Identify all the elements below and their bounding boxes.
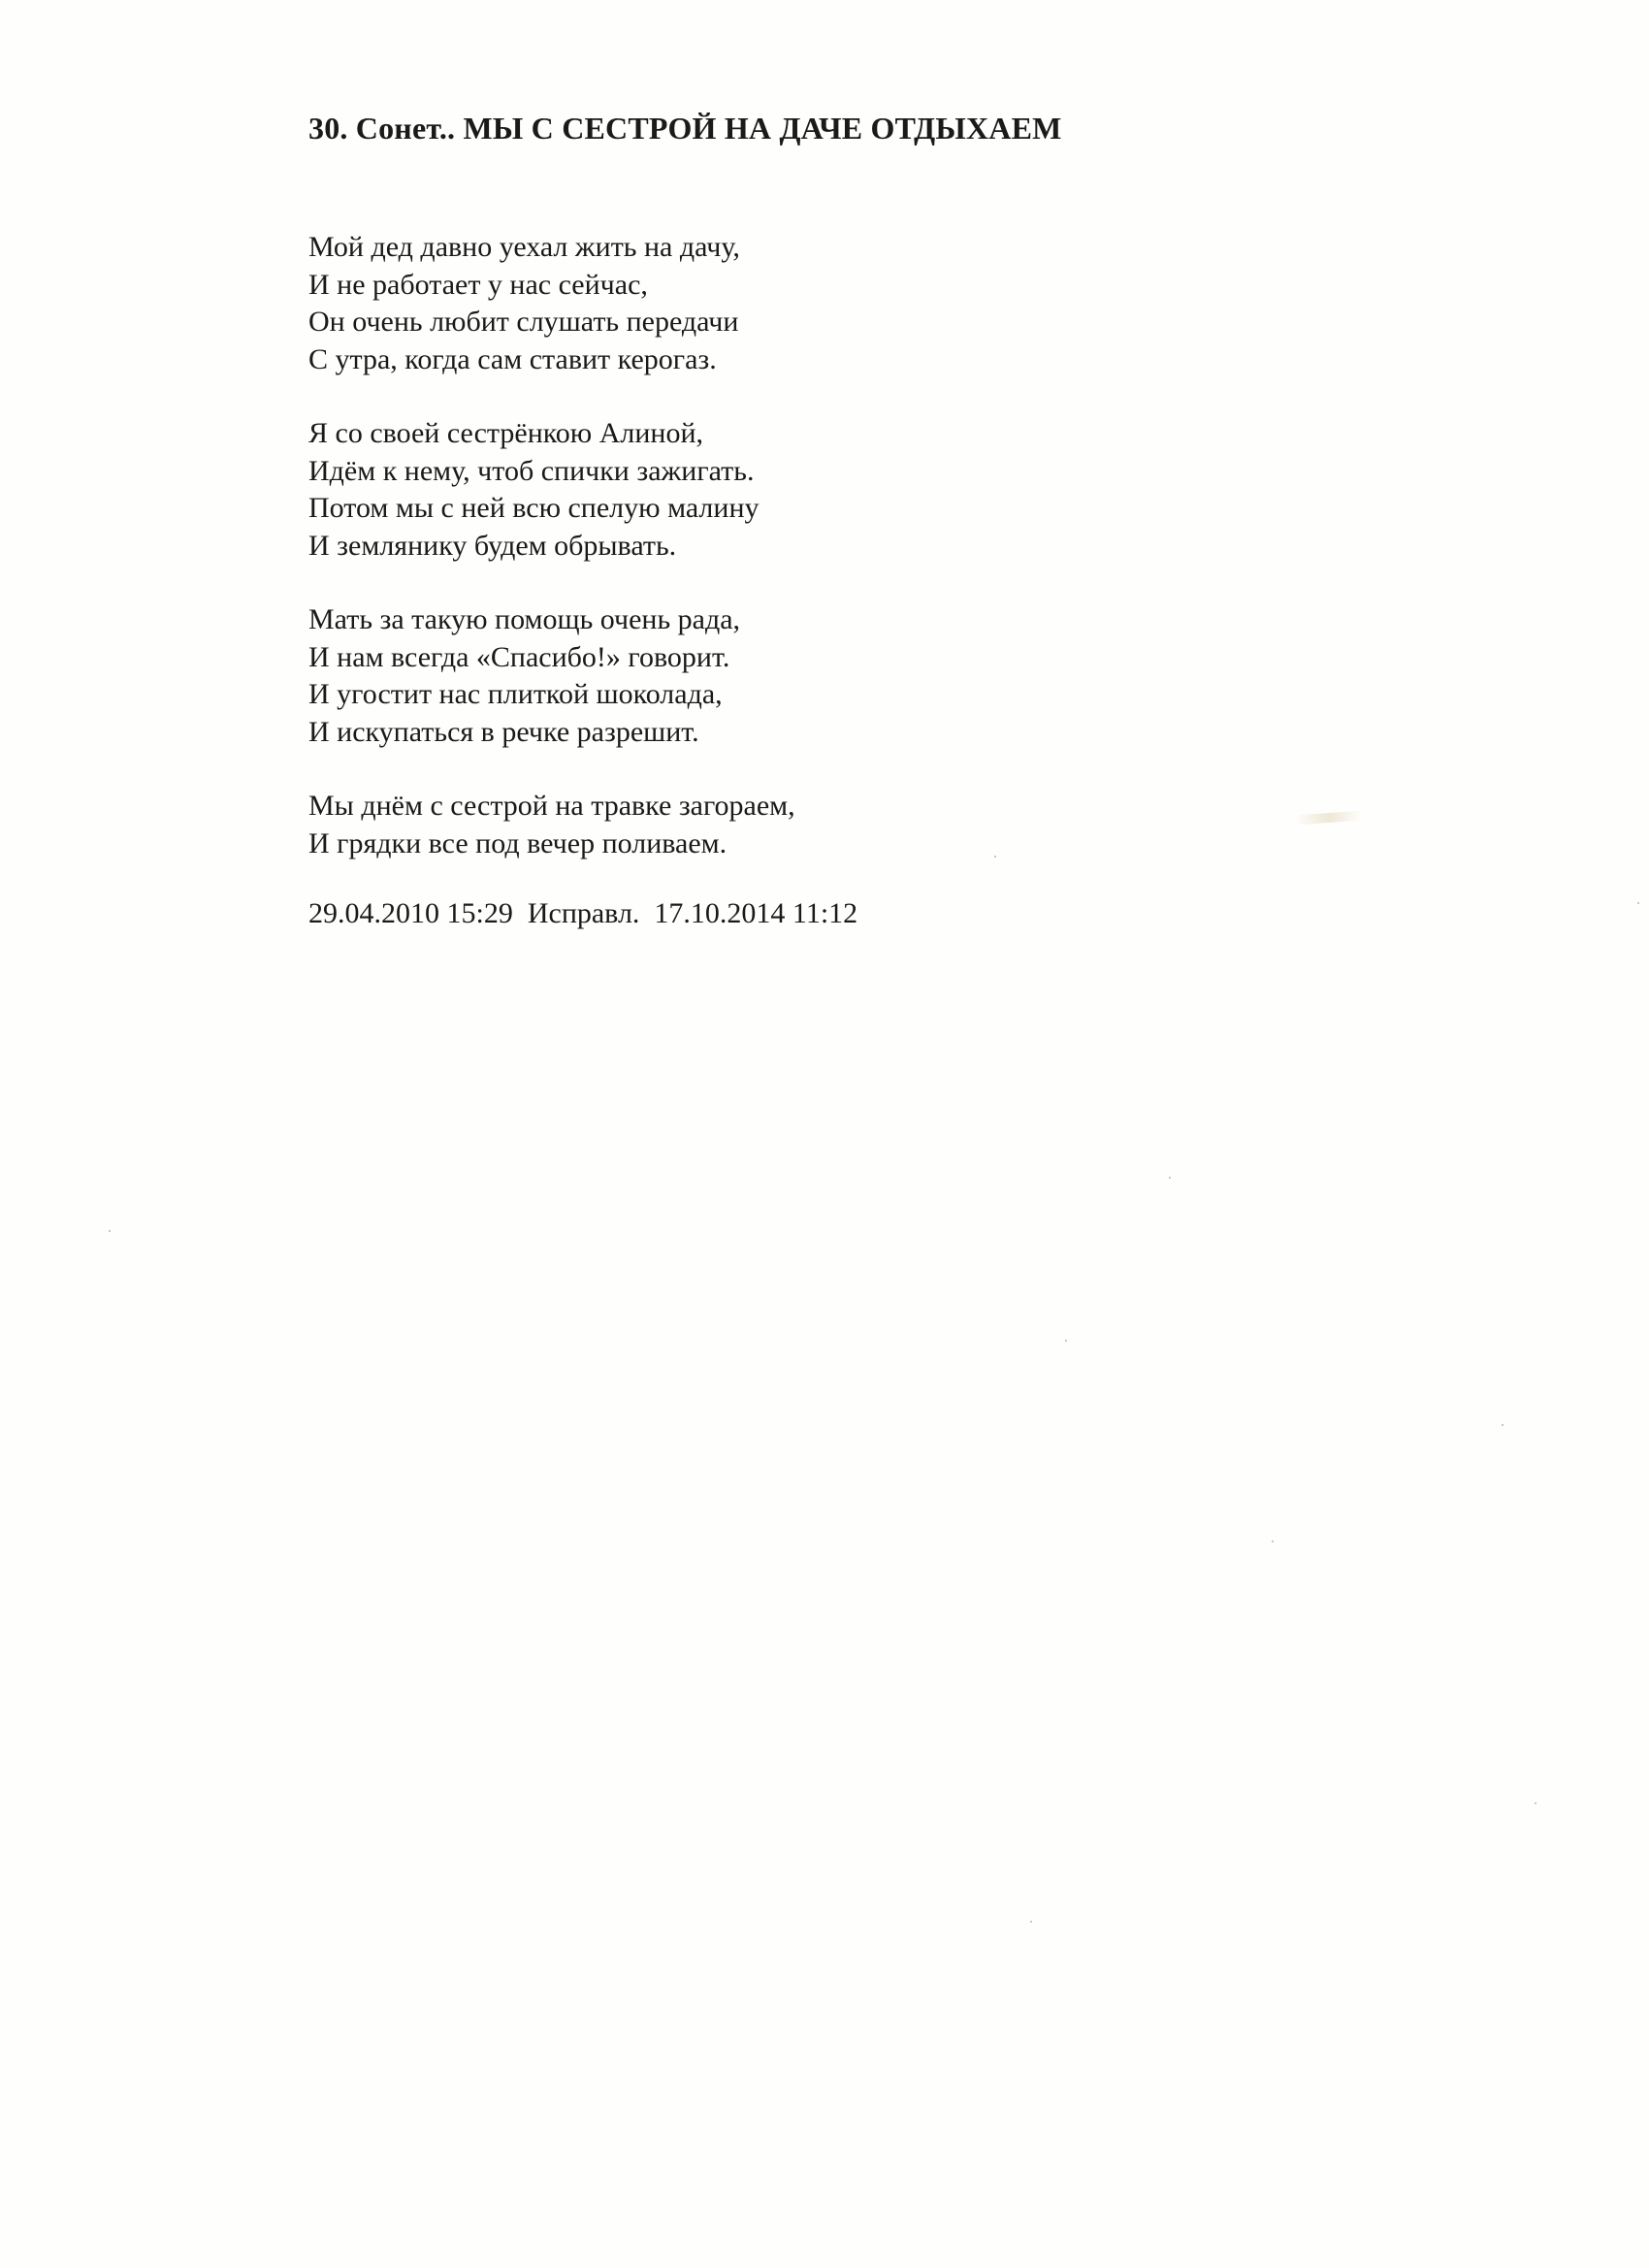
poem-content <box>308 109 1375 932</box>
stanza-4 <box>308 788 1375 862</box>
poem-title: 30. Сонет.. МЫ С СЕСТРОЙ НА ДАЧЕ ОТДЫХАЕМ <box>308 111 1062 146</box>
poem-line: Идём к нему, чтоб спички зажигать. <box>308 454 755 487</box>
poem-line: Мы днём с сестрой на травке загораем, <box>308 790 795 822</box>
poem-line: С утра, когда сам ставит керогаз. <box>308 342 717 375</box>
paper-speck <box>1030 1921 1032 1923</box>
paper-speck <box>1535 1802 1536 1804</box>
poem-line: И не работает у нас сейчас, <box>308 268 648 301</box>
poem-line: И искупаться в речке разрешит. <box>308 715 699 748</box>
paper-speck <box>1065 1340 1067 1342</box>
poem-line: И грядки все под вечер поливаем. <box>308 826 728 859</box>
poem-line: Потом мы с ней всю спелую малину <box>308 492 760 524</box>
poem-line: Мать за такую помощь очень рада, <box>308 603 741 635</box>
paper-speck <box>109 1230 111 1232</box>
paper-speck <box>1502 1424 1504 1426</box>
poem-line: И нам всегда «Спасибо!» говорит. <box>308 640 730 673</box>
stanza-3 <box>308 601 1375 751</box>
paper-speck <box>1169 1177 1171 1179</box>
poem-line: И угостит нас плиткой шоколада, <box>308 678 723 710</box>
date-stamp: 29.04.2010 15:29 Исправл. 17.10.2014 11:12 <box>308 897 858 929</box>
stanza-2 <box>308 415 1375 565</box>
poem-line: Я со своей сестрёнкою Алиной, <box>308 417 704 449</box>
stanza-1 <box>308 229 1375 378</box>
poem-line: Мой дед давно уехал жить на дачу, <box>308 231 740 263</box>
poem-line: И землянику будем обрывать. <box>308 529 677 562</box>
poem-line: Он очень любит слушать передачи <box>308 306 739 338</box>
paper-speck <box>1272 1540 1274 1542</box>
paper-speck <box>1637 902 1639 904</box>
